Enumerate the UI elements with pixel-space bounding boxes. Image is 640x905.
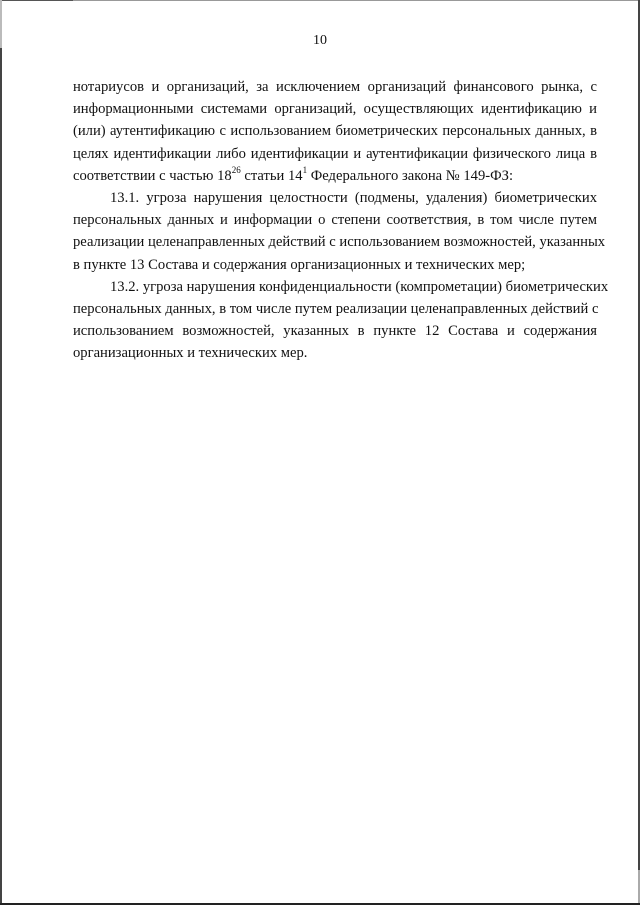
text-line: нотариусов и организаций, за исключением организаций финансового рынка, с [73,79,597,95]
text-line-first: 13.2. угроза нарушения конфиденциальности (компрометации) биометрических [110,278,609,295]
scan-edge-top [0,0,640,1]
page-number: 10 [313,33,327,48]
document-body [73,76,609,365]
superscript-part-number: 26 [231,164,241,175]
text-line: использованием возможностей, указанных в пункте 12 Состава и содержания [73,323,597,340]
text-line: реализации целенаправленных действий с использованием возможностей, указанных [73,234,606,251]
text-line-with-law-reference [73,165,597,187]
paragraph-13-1 [73,187,606,276]
text-line: организационных и технических мер. [73,345,308,362]
text-line-first: 13.1. угроза нарушения целостности (подмены, удаления) биометрических [110,190,597,207]
text-line: в пункте 13 Состава и содержания организационных и технических мер; [73,256,526,273]
paragraph-13-2 [73,276,609,365]
text-fragment: статьи 14 [240,167,303,184]
text-fragment: Федерального закона № 149-ФЗ: [307,167,514,184]
superscript-article-number: 1 [302,164,308,175]
text-line: персональных данных, в том числе путем реализации целенаправленных действий с [73,301,599,318]
scan-edge-left [0,0,2,905]
text-line: персональных данных и информации о степени соответствия, в том числе путем [73,212,597,229]
paragraph-intro-continuation [73,76,597,187]
text-line: (или) аутентификацию с использованием биометрических персональных данных, в [73,123,597,140]
text-line: целях идентификации либо идентификации и аутентификации физического лица в [73,145,597,162]
text-fragment: соответствии с частью 18 [73,167,232,184]
text-line: информационными системами организаций, осуществляющих идентификацию и [73,101,597,118]
